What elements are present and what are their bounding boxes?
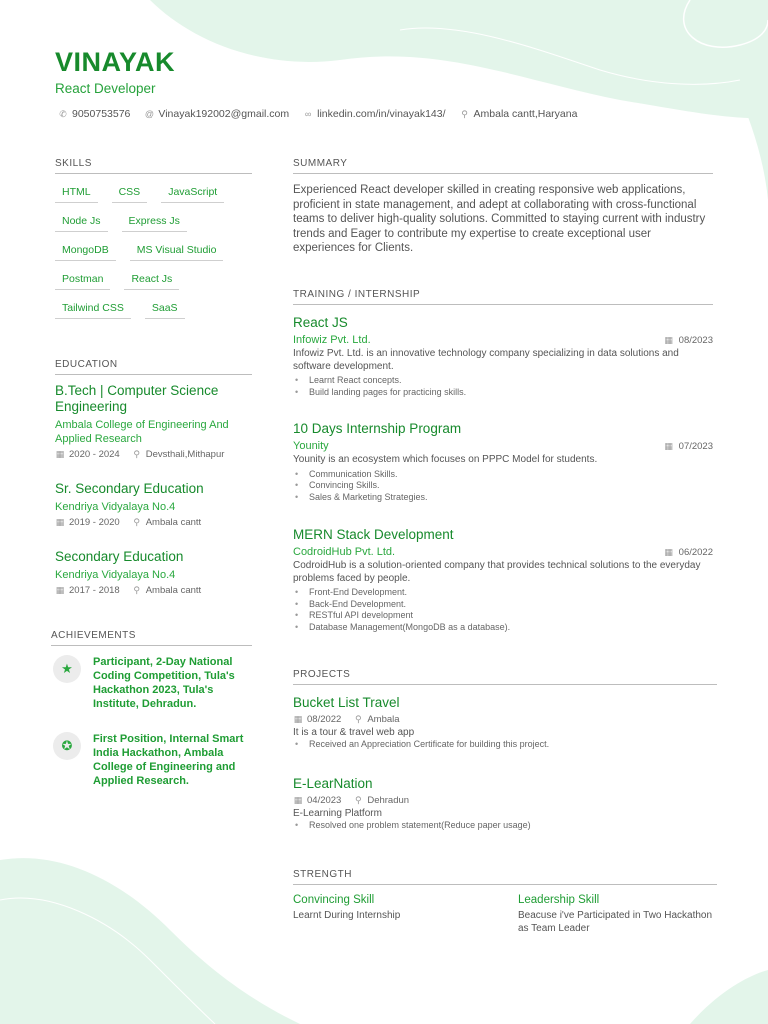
linkedin-text: linkedin.com/in/vinayak143/ <box>317 108 446 120</box>
strength-title: Leadership Skill <box>518 894 600 906</box>
education-place: Ambala cantt <box>145 585 202 596</box>
education-place: Devsthali,Mithapur <box>145 449 225 460</box>
skill-tag: Postman <box>55 273 110 290</box>
project-date: 04/2023 <box>307 795 342 806</box>
strength-item <box>293 894 493 923</box>
list-item: • RESTful API development <box>293 610 713 622</box>
project-meta <box>293 795 713 806</box>
project-title: Bucket List Travel <box>293 695 400 710</box>
skill-row <box>55 273 255 290</box>
education-school: Kendriya Vidyalaya No.4 <box>55 569 176 581</box>
project-date: 08/2022 <box>307 714 342 725</box>
training-title: 10 Days Internship Program <box>293 421 462 436</box>
skill-tag: HTML <box>55 186 98 203</box>
training-desc: Younity is an ecosystem which focuses on PPPC Model for students. <box>293 454 598 465</box>
education-meta <box>55 585 255 596</box>
list-item: • Back-End Development. <box>293 599 713 611</box>
strength-desc: Learnt During Internship <box>293 910 401 921</box>
location-pin-icon: ⚲ <box>133 517 141 527</box>
summary-text: Experienced React developer skilled in creating responsive web applications, proficient in state management, and adept at collaborating with cross-functional teams to deliver high-quality solutions. Committed to staying current with industry trends and Eager to contribute my expertise to create exceptional user experiences for Clients. <box>293 184 706 254</box>
training-item <box>293 526 713 633</box>
education-item <box>55 481 255 528</box>
training-company: Younity <box>293 440 329 452</box>
location-pin-icon: ⚲ <box>461 108 468 119</box>
location-pin-icon: ⚲ <box>133 449 141 459</box>
skill-tag: MongoDB <box>55 244 116 261</box>
skill-tag: CSS <box>112 186 148 203</box>
skill-tag: Express Js <box>122 215 187 232</box>
strength-heading: STRENGTH <box>293 869 717 885</box>
education-place: Ambala cantt <box>145 517 202 528</box>
skills-heading: SKILLS <box>55 158 252 174</box>
achievement-text: First Position, Internal Smart India Hackathon, Ambala College of Engineering and Applied Research. <box>93 733 244 787</box>
contact-phone[interactable] <box>58 108 130 120</box>
achievement-item <box>53 732 253 788</box>
skill-tag: Tailwind CSS <box>55 302 131 319</box>
education-meta <box>55 517 255 528</box>
list-item: • Sales & Marketing Strategies. <box>293 492 713 504</box>
skill-tag: MS Visual Studio <box>130 244 224 261</box>
education-years: 2017 - 2018 <box>69 585 120 596</box>
skill-tag: JavaScript <box>161 186 224 203</box>
training-company-row <box>293 334 713 346</box>
training-date: 06/2022 <box>678 546 713 558</box>
training-item <box>293 314 713 398</box>
training-desc: CodroidHub is a solution-oriented company that provides technical solutions to the everyday problems faced by people. <box>293 560 701 584</box>
skill-tag: SaaS <box>145 302 185 319</box>
summary-heading: SUMMARY <box>293 158 713 174</box>
candidate-name: VINAYAK <box>55 47 176 77</box>
location-pin-icon: ⚲ <box>355 714 362 724</box>
list-item: • Learnt React concepts. <box>293 375 713 387</box>
education-item <box>55 383 255 460</box>
training-company: Infowiz Pvt. Ltd. <box>293 334 371 346</box>
contact-linkedin[interactable] <box>303 108 445 120</box>
candidate-role: React Developer <box>55 81 156 96</box>
skill-row <box>55 302 255 319</box>
education-degree: B.Tech | Computer Science Engineering <box>55 383 219 414</box>
medal-icon: ✪ <box>53 732 81 760</box>
phone-icon: ✆ <box>59 108 67 119</box>
calendar-icon: ▦ <box>664 334 673 345</box>
training-desc: Infowiz Pvt. Ltd. is an innovative technology company specializing in data solutions and software development. <box>293 348 679 372</box>
skill-tag: Node Js <box>55 215 108 232</box>
list-item: • Resolved one problem statement(Reduce paper usage) <box>293 820 713 832</box>
education-meta <box>55 449 255 460</box>
education-school: Ambala College of Engineering And Applied Research <box>55 419 229 445</box>
calendar-icon: ▦ <box>293 714 303 724</box>
list-item: • Communication Skills. <box>293 469 713 481</box>
achievements-heading: ACHIEVEMENTS <box>51 630 252 646</box>
list-item: • Front-End Development. <box>293 587 713 599</box>
education-school: Kendriya Vidyalaya No.4 <box>55 501 176 513</box>
phone-text: 9050753576 <box>72 108 131 120</box>
project-points <box>293 820 713 832</box>
skill-row <box>55 215 255 232</box>
training-title: MERN Stack Development <box>293 527 454 542</box>
location-text: Ambala cantt,Haryana <box>473 108 578 120</box>
strength-desc: Beacuse i've Participated in Two Hackathon as Team Leader <box>518 910 713 934</box>
education-degree: Secondary Education <box>55 549 184 564</box>
project-item <box>293 775 713 832</box>
list-item: • Database Management(MongoDB as a database). <box>293 622 713 634</box>
contact-bar <box>58 108 577 120</box>
project-meta <box>293 714 713 725</box>
email-text: Vinayak192002@gmail.com <box>158 108 290 120</box>
skills-list <box>55 186 255 331</box>
skill-tag: React Js <box>124 273 179 290</box>
star-icon: ★ <box>53 655 81 683</box>
list-item: • Received an Appreciation Certificate for building this project. <box>293 739 713 751</box>
project-desc: E-Learning Platform <box>293 808 382 819</box>
project-place: Ambala <box>367 714 400 725</box>
training-date: 07/2023 <box>678 440 713 452</box>
list-item: • Build landing pages for practicing skills. <box>293 387 713 399</box>
training-points <box>293 587 713 633</box>
project-title: E-LearNation <box>293 776 373 791</box>
contact-email[interactable] <box>144 108 289 120</box>
project-desc: It is a tour & travel web app <box>293 727 415 738</box>
education-years: 2019 - 2020 <box>69 517 120 528</box>
calendar-icon: ▦ <box>293 795 303 805</box>
training-title: React JS <box>293 315 348 330</box>
calendar-icon: ▦ <box>664 440 673 451</box>
location-pin-icon: ⚲ <box>355 795 362 805</box>
strength-title: Convincing Skill <box>293 894 375 906</box>
calendar-icon: ▦ <box>55 585 65 595</box>
training-company-row <box>293 546 713 558</box>
training-points <box>293 469 713 504</box>
skill-row <box>55 186 255 203</box>
achievement-text: Participant, 2-Day National Coding Competition, Tula's Hackathon 2023, Tula's Institute, Dehradun. <box>93 656 235 710</box>
education-heading: EDUCATION <box>55 359 252 375</box>
calendar-icon: ▦ <box>664 546 673 557</box>
project-place: Dehradun <box>367 795 410 806</box>
skill-row <box>55 244 255 261</box>
list-item: • Convincing Skills. <box>293 480 713 492</box>
training-company-row <box>293 440 713 452</box>
projects-heading: PROJECTS <box>293 669 717 685</box>
training-date: 08/2023 <box>678 334 713 346</box>
calendar-icon: ▦ <box>55 449 65 459</box>
project-points <box>293 739 713 751</box>
training-company: CodroidHub Pvt. Ltd. <box>293 546 396 558</box>
project-item <box>293 694 713 751</box>
strength-item <box>518 894 718 935</box>
education-degree: Sr. Secondary Education <box>55 481 204 496</box>
training-item <box>293 420 713 503</box>
training-heading: TRAINING / INTERNSHIP <box>293 289 713 305</box>
education-years: 2020 - 2024 <box>69 449 120 460</box>
contact-location <box>460 108 578 120</box>
education-item <box>55 549 255 596</box>
location-pin-icon: ⚲ <box>133 585 141 595</box>
calendar-icon: ▦ <box>55 517 65 527</box>
link-icon: ∞ <box>304 109 312 119</box>
training-points <box>293 375 713 398</box>
achievement-item <box>53 655 253 711</box>
at-icon: @ <box>144 109 154 119</box>
